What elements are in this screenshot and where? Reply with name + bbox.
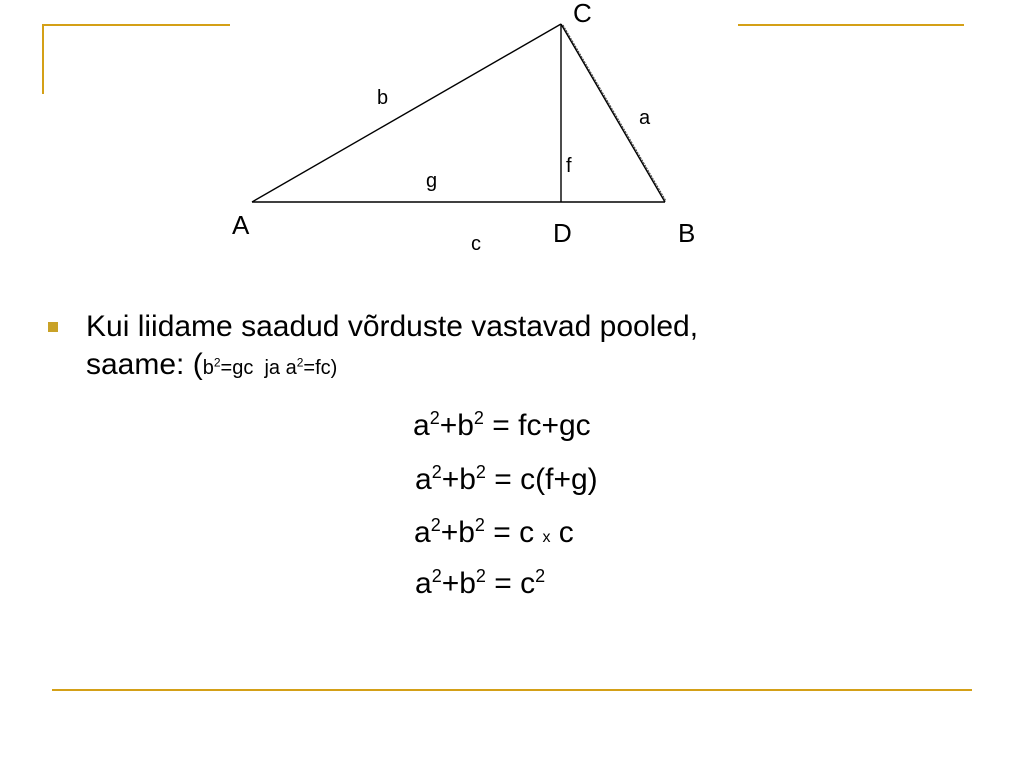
side-b-line <box>252 24 561 202</box>
vertex-c-label: C <box>573 0 592 28</box>
triangle-figure <box>0 0 1024 280</box>
side-b-label: b <box>377 87 389 109</box>
equation-2: $a^2+b^2 = c(f+g)$ <box>415 462 598 496</box>
bullet-line-2-main: saame: ( <box>86 348 203 381</box>
frame-bottom-divider <box>52 689 972 691</box>
vertex-d-label: D <box>553 218 572 248</box>
bullet-square-icon <box>48 322 58 332</box>
side-f-label: f <box>566 155 572 177</box>
side-a-shadow <box>563 25 666 201</box>
equation-4: $a^2+b^2 = c^2$ <box>415 566 546 600</box>
bullet-paragraph <box>44 308 944 387</box>
times-symbol: x <box>542 529 551 546</box>
vertex-a-label: A <box>232 210 250 240</box>
equation-1: $a^2+b^2 = fc+gc$ <box>413 408 591 442</box>
vertex-b-label: B <box>678 218 696 248</box>
triangle-lines <box>252 24 665 202</box>
side-c-label: c <box>471 233 481 255</box>
bullet-line-1: Kui liidame saadud võrduste vastavad pooled, <box>86 310 699 343</box>
equation-3: $a^2+b^2 = c$ x c <box>414 515 574 549</box>
bullet-line-2 <box>86 346 944 387</box>
side-g-label: g <box>426 170 438 192</box>
side-a-label: a <box>639 107 651 129</box>
bullet-text <box>86 308 944 387</box>
parenthetical-formula: $b^2=gc$ ja $a^2=fc$) <box>202 355 338 379</box>
